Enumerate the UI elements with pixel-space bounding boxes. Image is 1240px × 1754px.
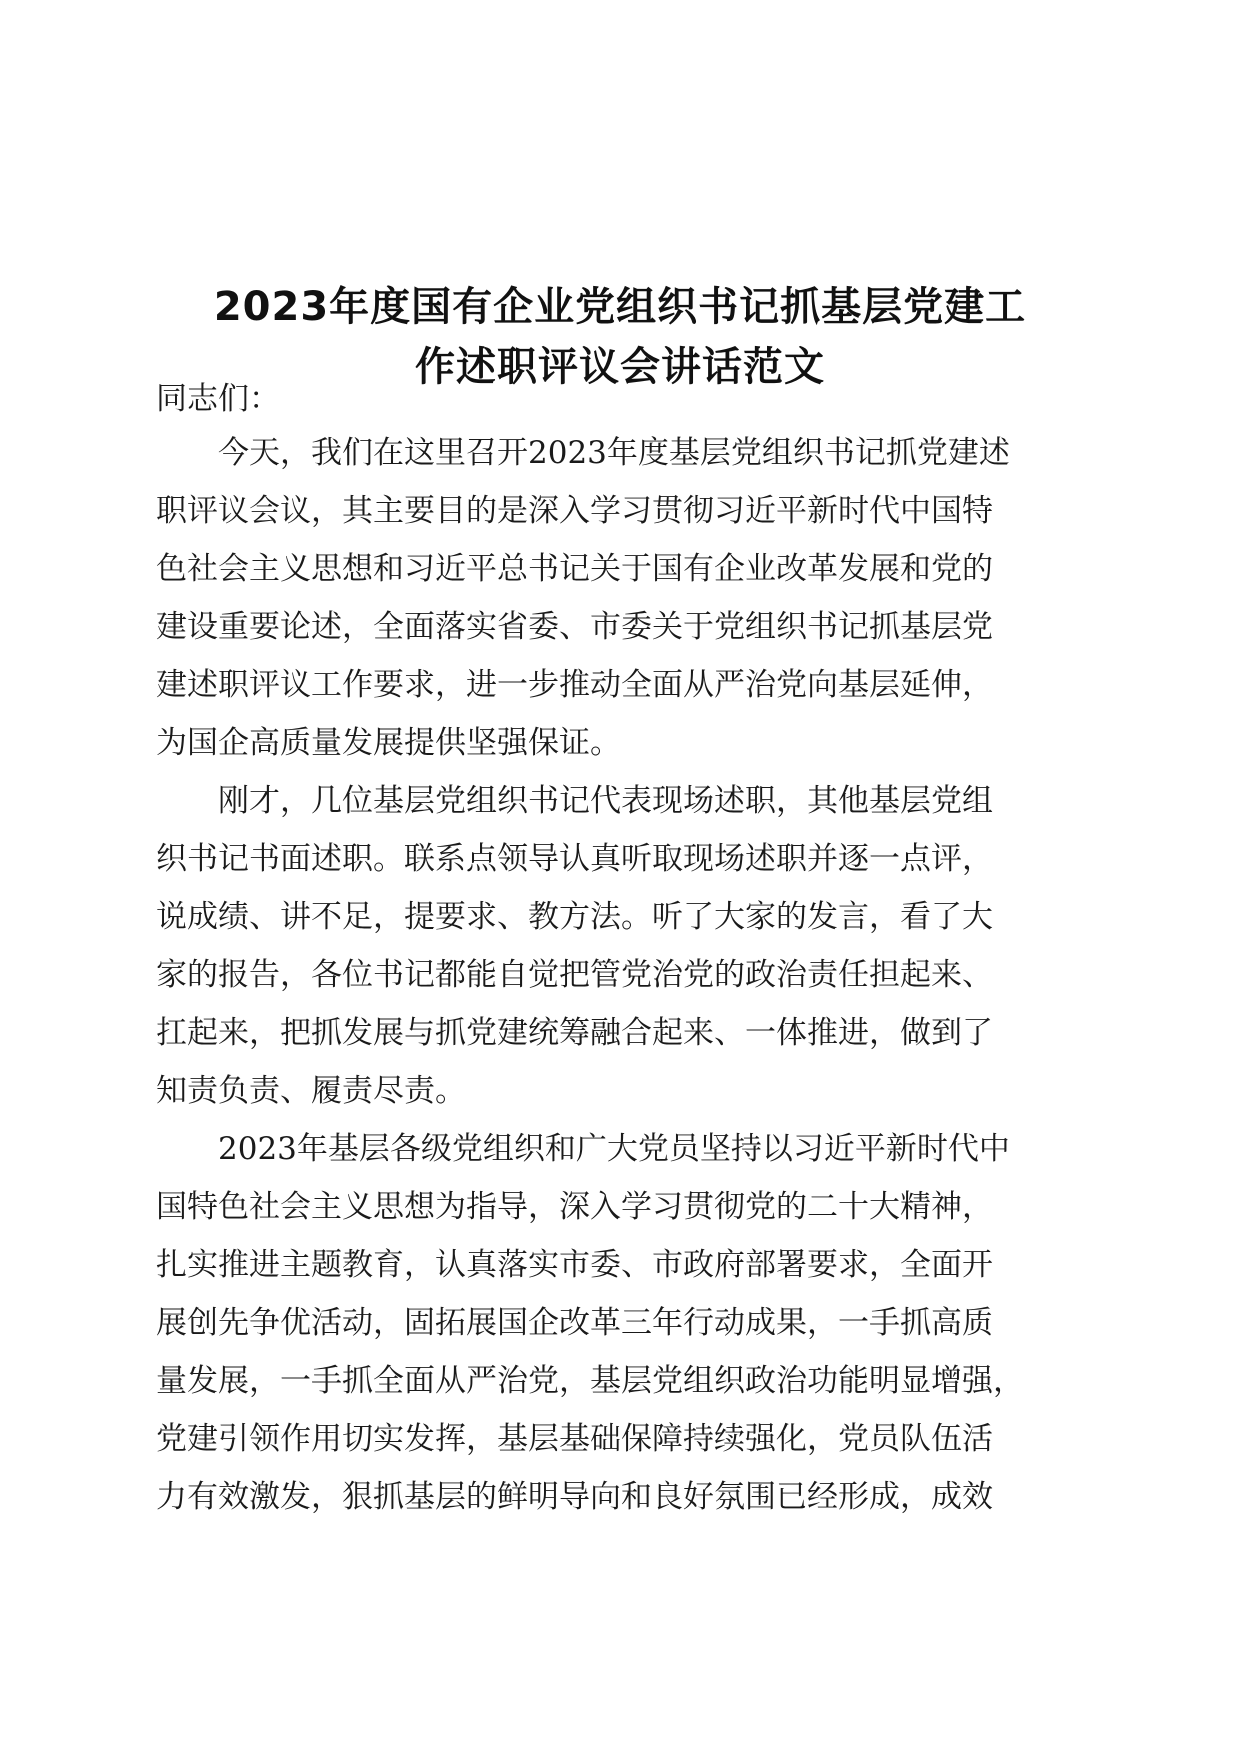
document-title-line-1: 2023年度国有企业党组织书记抓基层党建工 [213, 284, 1027, 330]
body-line: 为国企高质量发展提供坚强保证。 [156, 725, 621, 761]
body-line: 力有效激发，狠抓基层的鲜明导向和良好氛围已经形成，成效 [156, 1479, 993, 1515]
body-line: 色社会主义思想和习近平总书记关于国有企业改革发展和党的 [156, 551, 993, 587]
body-line: 国特色社会主义思想为指导，深入学习贯彻党的二十大精神， [156, 1189, 993, 1225]
salutation: 同志们： [156, 381, 280, 417]
body-line: 说成绩、讲不足，提要求、教方法。听了大家的发言，看了大 [156, 899, 993, 935]
body-line: 建设重要论述，全面落实省委、市委关于党组织书记抓基层党 [156, 609, 993, 645]
body-line: 展创先争优活动，固拓展国企改革三年行动成果，一手抓高质 [156, 1305, 993, 1341]
body-line: 扎实推进主题教育，认真落实市委、市政府部署要求，全面开 [156, 1247, 993, 1283]
document-title-line-2: 作述职评议会讲话范文 [415, 344, 825, 390]
body-line: 职评议会议，其主要目的是深入学习贯彻习近平新时代中国特 [156, 493, 993, 529]
body-line: 家的报告，各位书记都能自觉把管党治党的政治责任担起来、 [156, 957, 993, 993]
body-line: 知责负责、履责尽责。 [156, 1073, 466, 1109]
body-line: 建述职评议工作要求，进一步推动全面从严治党向基层延伸， [156, 667, 993, 703]
body-line: 量发展，一手抓全面从严治党，基层党组织政治功能明显增强， [156, 1363, 1024, 1399]
body-line: 刚才，几位基层党组织书记代表现场述职，其他基层党组 [156, 783, 993, 819]
body-line: 织书记书面述职。联系点领导认真听取现场述职并逐一点评， [156, 841, 993, 877]
body-line: 党建引领作用切实发挥，基层基础保障持续强化，党员队伍活 [156, 1421, 993, 1457]
body-line: 今天，我们在这里召开2023年度基层党组织书记抓党建述 [156, 435, 1010, 471]
body-line: 2023年基层各级党组织和广大党员坚持以习近平新时代中 [156, 1131, 1010, 1167]
body-line: 扛起来，把抓发展与抓党建统筹融合起来、一体推进，做到了 [156, 1015, 993, 1051]
